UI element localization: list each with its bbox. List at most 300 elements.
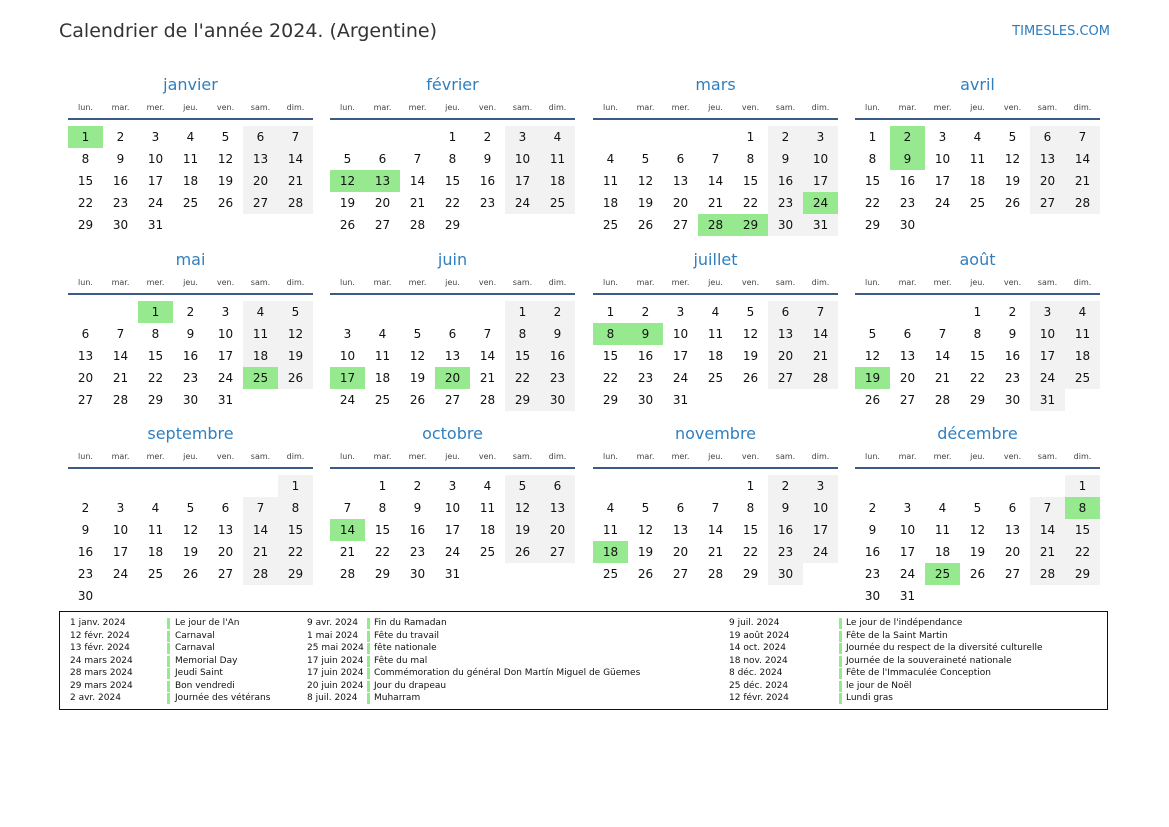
day-cell: 3 [116,501,125,515]
day-cell: 4 [483,479,492,493]
day-cell: 13 [1030,148,1065,170]
day-cell: 18 [243,345,278,367]
day-cell: 8 [505,323,540,345]
page-title: Calendrier de l'année 2024. (Argentine) [59,20,438,42]
day-cell: 20 [540,519,575,541]
day-cell: 14 [934,349,951,363]
day-cell: 29 [147,393,164,407]
month-calendar [68,75,313,245]
day-cell: 3 [151,130,160,144]
day-cell: 26 [969,567,986,581]
weekday-label: mer. [933,103,952,112]
legend-holiday-name: Fête de l'Immaculée Conception [846,668,991,678]
weekday-header [330,277,575,289]
month-divider [330,293,575,295]
day-cell: 1 [973,305,982,319]
weekday-label: sam. [512,103,533,112]
day-cell: 2 [81,501,90,515]
holiday-day-cell: 9 [628,323,663,345]
weekday-label: mar. [111,278,130,287]
day-cell: 30 [182,393,199,407]
weekday-header [593,277,838,289]
weekday-header [593,102,838,114]
day-cell: 14 [409,174,426,188]
legend-date: 1 janv. 2024 [70,618,126,628]
day-cell: 10 [803,497,838,519]
day-cell: 12 [182,523,199,537]
day-cell: 6 [676,152,685,166]
day-cell: 9 [1008,327,1017,341]
day-cell: 29 [742,567,759,581]
month-divider [593,118,838,120]
day-cell: 11 [602,523,619,537]
day-cell: 24 [1030,367,1065,389]
day-cell: 13 [672,174,689,188]
weekday-label: jeu. [970,452,985,461]
month-title: mai [175,250,206,269]
weekday-label: ven. [1003,452,1022,461]
day-cell: 16 [479,174,496,188]
day-cell: 20 [243,170,278,192]
month-divider [855,293,1100,295]
month-title: août [959,250,996,269]
day-cell: 27 [444,393,461,407]
weekday-label: ven. [478,452,497,461]
day-cell: 25 [147,567,164,581]
day-cell: 27 [1030,192,1065,214]
legend-holiday-name: Carnaval [175,643,215,653]
day-cell: 28 [1065,192,1100,214]
month-calendar [68,250,313,420]
day-cell: 15 [77,174,94,188]
weekday-label: dim. [811,452,830,461]
day-cell: 3 [221,305,230,319]
day-cell: 15 [864,174,881,188]
day-cell: 8 [81,152,90,166]
day-cell: 30 [768,563,803,585]
day-cell: 24 [803,541,838,563]
weekday-label: sam. [1037,103,1058,112]
day-cell: 24 [672,371,689,385]
legend-date: 8 juil. 2024 [307,693,358,703]
legend-marker [167,668,170,679]
day-cell: 21 [707,545,724,559]
month-divider [330,118,575,120]
day-cell: 27 [1004,567,1021,581]
weekday-label: jeu. [970,103,985,112]
legend-holiday-name: Jeudi Saint [175,668,223,678]
weekday-label: ven. [216,103,235,112]
day-cell: 26 [409,393,426,407]
weekday-label: mer. [146,278,165,287]
legend-holiday-name: fête nationale [374,643,437,653]
day-cell: 28 [934,393,951,407]
day-cell: 29 [602,393,619,407]
weekday-label: mar. [898,452,917,461]
day-cell: 21 [1030,541,1065,563]
day-cell: 19 [969,545,986,559]
day-cell: 21 [707,196,724,210]
day-cell: 23 [182,371,199,385]
day-cell: 19 [637,545,654,559]
day-cell: 10 [505,148,540,170]
day-cell: 7 [413,152,422,166]
month-title: janvier [163,75,218,94]
day-cell: 13 [1004,523,1021,537]
legend-holiday-name: Journée du respect de la diversité culturelle [846,643,1043,653]
weekday-label: lun. [78,103,93,112]
legend-holiday-name: Memorial Day [175,655,238,666]
weekday-label: sam. [775,103,796,112]
holiday-day-cell: 20 [435,367,470,389]
day-cell: 25 [182,196,199,210]
day-cell: 20 [217,545,234,559]
day-cell: 8 [151,327,160,341]
day-cell: 20 [672,545,689,559]
weekday-label: mer. [408,278,427,287]
day-cell: 22 [602,371,619,385]
day-cell: 12 [278,323,313,345]
day-cell: 14 [479,349,496,363]
weekday-label: lun. [865,452,880,461]
day-cell: 17 [112,545,129,559]
legend-date: 19 août 2024 [729,630,790,641]
day-cell: 19 [409,371,426,385]
day-cell: 21 [803,345,838,367]
day-cell: 13 [899,349,916,363]
day-cell: 29 [505,389,540,411]
day-cell: 11 [934,523,951,537]
legend-marker [367,631,370,642]
month-calendar [68,424,313,603]
weekday-label: lun. [340,278,355,287]
weekday-label: dim. [548,103,567,112]
day-cell: 18 [934,545,951,559]
legend-marker [839,643,842,654]
month-divider [330,467,575,469]
holiday-day-cell: 25 [925,563,960,585]
day-cell: 4 [938,501,947,515]
day-cell: 3 [1030,301,1065,323]
day-cell: 22 [742,545,759,559]
day-cell: 8 [378,501,387,515]
day-cell: 2 [768,126,803,148]
day-cell: 22 [147,371,164,385]
weekday-label: mar. [636,278,655,287]
day-cell: 5 [221,130,230,144]
day-cell: 15 [444,174,461,188]
month-divider [855,118,1100,120]
day-cell: 4 [243,301,278,323]
weekday-label: sam. [1037,278,1058,287]
month-calendar [855,424,1100,603]
day-cell: 3 [803,126,838,148]
day-cell: 24 [147,196,164,210]
day-cell: 13 [217,523,234,537]
day-cell: 11 [147,523,164,537]
day-cell: 1 [868,130,877,144]
day-cell: 4 [973,130,982,144]
day-cell: 2 [540,301,575,323]
legend-marker [839,693,842,704]
day-cell: 28 [1030,563,1065,585]
holiday-day-cell: 2 [890,126,925,148]
legend-holiday-name: Muharram [374,693,421,703]
day-cell: 17 [1030,345,1065,367]
day-cell: 10 [803,148,838,170]
day-cell: 6 [81,327,90,341]
day-cell: 23 [77,567,94,581]
day-cell: 12 [409,349,426,363]
day-cell: 22 [444,196,461,210]
day-cell: 19 [278,345,313,367]
day-cell: 1 [746,130,755,144]
legend-marker [839,656,842,667]
holiday-day-cell: 25 [243,367,278,389]
day-cell: 16 [637,349,654,363]
weekday-label: dim. [811,103,830,112]
day-cell: 19 [339,196,356,210]
day-cell: 6 [1030,126,1065,148]
day-cell: 2 [413,479,422,493]
day-cell: 5 [1008,130,1017,144]
holiday-day-cell: 8 [1065,497,1100,519]
month-title: septembre [147,424,234,443]
day-cell: 22 [77,196,94,210]
weekday-label: mer. [933,452,952,461]
legend-marker [167,656,170,667]
legend-date: 1 mai 2024 [307,630,359,641]
day-cell: 18 [602,196,619,210]
month-title: février [426,75,479,94]
day-cell: 5 [505,475,540,497]
day-cell: 14 [803,323,838,345]
day-cell: 10 [444,501,461,515]
legend-marker [167,693,170,704]
day-cell: 15 [742,523,759,537]
day-cell: 18 [1065,345,1100,367]
day-cell: 20 [768,345,803,367]
day-cell: 20 [77,371,94,385]
day-cell: 28 [278,192,313,214]
day-cell: 29 [77,218,94,232]
day-cell: 9 [540,323,575,345]
month-calendar [855,75,1100,245]
weekday-label: dim. [286,278,305,287]
day-cell: 15 [602,349,619,363]
legend-holiday-name: le jour de Noël [846,680,912,691]
day-cell: 24 [505,192,540,214]
day-cell: 12 [742,327,759,341]
weekday-label: jeu. [970,278,985,287]
day-cell: 5 [343,152,352,166]
day-cell: 4 [540,126,575,148]
legend-date: 25 déc. 2024 [729,680,789,691]
day-cell: 11 [1065,323,1100,345]
day-cell: 2 [1008,305,1017,319]
day-cell: 25 [707,371,724,385]
day-cell: 21 [409,196,426,210]
day-cell: 8 [746,152,755,166]
legend-date: 9 juil. 2024 [729,618,780,628]
day-cell: 5 [278,301,313,323]
weekday-label: jeu. [708,103,723,112]
legend-marker [167,643,170,654]
weekday-label: mar. [636,452,655,461]
holiday-day-cell: 9 [890,148,925,170]
weekday-label: dim. [286,452,305,461]
day-cell: 18 [969,174,986,188]
weekday-label: jeu. [445,278,460,287]
day-cell: 7 [1030,497,1065,519]
day-cell: 15 [374,523,391,537]
day-cell: 14 [1030,519,1065,541]
weekday-label: lun. [78,452,93,461]
day-cell: 9 [81,523,90,537]
weekday-label: lun. [603,278,618,287]
day-cell: 3 [505,126,540,148]
weekday-label: lun. [78,278,93,287]
day-cell: 15 [969,349,986,363]
day-cell: 6 [1008,501,1017,515]
day-cell: 19 [637,196,654,210]
day-cell: 17 [803,519,838,541]
legend-date: 13 févr. 2024 [70,643,130,653]
day-cell: 18 [540,170,575,192]
weekday-label: lun. [340,452,355,461]
weekday-label: ven. [216,278,235,287]
day-cell: 8 [448,152,457,166]
weekday-label: mar. [111,452,130,461]
weekday-header [855,102,1100,114]
day-cell: 24 [112,567,129,581]
day-cell: 12 [505,497,540,519]
day-cell: 17 [899,545,916,559]
day-cell: 2 [116,130,125,144]
day-cell: 25 [602,567,619,581]
legend-date: 9 avr. 2024 [307,618,358,628]
day-cell: 20 [899,371,916,385]
legend-date: 17 juin 2024 [307,655,364,666]
day-cell: 10 [1030,323,1065,345]
day-cell: 30 [899,218,916,232]
day-cell: 18 [479,523,496,537]
day-cell: 18 [182,174,199,188]
day-cell: 30 [637,393,654,407]
day-cell: 10 [147,152,164,166]
day-cell: 20 [1030,170,1065,192]
day-cell: 16 [77,545,94,559]
day-cell: 11 [182,152,199,166]
holiday-day-cell: 12 [330,170,365,192]
weekday-label: jeu. [445,103,460,112]
day-cell: 7 [278,126,313,148]
day-cell: 27 [217,567,234,581]
weekday-label: dim. [548,452,567,461]
day-cell: 20 [374,196,391,210]
day-cell: 14 [112,349,129,363]
weekday-label: dim. [1073,278,1092,287]
day-cell: 3 [343,327,352,341]
day-cell: 23 [637,371,654,385]
weekday-label: mer. [671,452,690,461]
day-cell: 8 [278,497,313,519]
day-cell: 9 [413,501,422,515]
day-cell: 23 [112,196,129,210]
legend-holiday-name: Bon vendredi [175,680,235,691]
legend-marker [839,668,842,679]
day-cell: 9 [868,523,877,537]
weekday-label: dim. [548,278,567,287]
day-cell: 30 [112,218,129,232]
weekday-label: sam. [775,452,796,461]
legend-date: 24 mars 2024 [70,655,133,666]
day-cell: 2 [483,130,492,144]
day-cell: 31 [147,218,164,232]
day-cell: 23 [1004,371,1021,385]
day-cell: 26 [182,567,199,581]
weekday-label: dim. [286,103,305,112]
day-cell: 12 [969,523,986,537]
day-cell: 31 [1030,389,1065,411]
day-cell: 2 [186,305,195,319]
day-cell: 16 [1004,349,1021,363]
weekday-label: ven. [741,452,760,461]
day-cell: 1 [505,301,540,323]
weekday-label: jeu. [708,452,723,461]
day-cell: 13 [77,349,94,363]
day-cell: 8 [868,152,877,166]
day-cell: 26 [278,367,313,389]
day-cell: 23 [540,367,575,389]
legend-date: 18 nov. 2024 [729,655,788,666]
day-cell: 3 [448,479,457,493]
day-cell: 4 [186,130,195,144]
weekday-label: mer. [933,278,952,287]
day-cell: 4 [151,501,160,515]
day-cell: 27 [899,393,916,407]
day-cell: 6 [903,327,912,341]
day-cell: 25 [540,192,575,214]
legend-marker [367,618,370,629]
day-cell: 10 [217,327,234,341]
weekday-label: lun. [603,452,618,461]
day-cell: 24 [339,393,356,407]
weekday-label: mar. [373,278,392,287]
day-cell: 26 [637,218,654,232]
day-cell: 15 [278,519,313,541]
day-cell: 6 [378,152,387,166]
day-cell: 7 [711,501,720,515]
weekday-label: mar. [373,452,392,461]
weekday-label: mer. [671,278,690,287]
day-cell: 14 [707,174,724,188]
site-link[interactable]: TIMESLES.COM [1012,24,1110,39]
day-cell: 13 [672,523,689,537]
day-cell: 9 [768,497,803,519]
legend-holiday-name: Le jour de l'indépendance [846,618,963,628]
month-calendar [330,75,575,245]
day-cell: 4 [606,152,615,166]
weekday-label: sam. [1037,452,1058,461]
holiday-day-cell: 29 [733,214,768,236]
month-title: avril [960,75,995,94]
month-divider [855,467,1100,469]
day-cell: 29 [444,218,461,232]
holiday-day-cell: 1 [68,126,103,148]
day-cell: 9 [768,148,803,170]
weekday-header [855,451,1100,463]
